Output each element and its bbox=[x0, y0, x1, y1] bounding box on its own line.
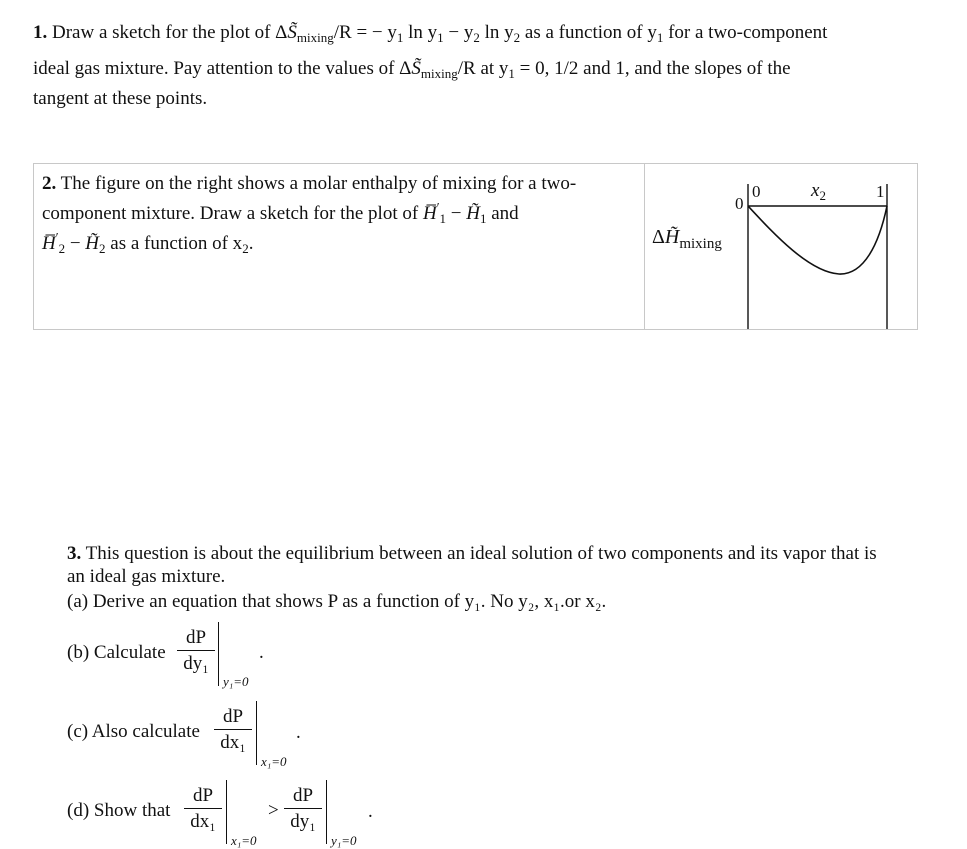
q3-part-d-label: (d) Show that bbox=[67, 800, 171, 821]
q1-entropy-symbol: S̃ bbox=[287, 22, 297, 43]
q3-part-c-fraction bbox=[214, 706, 252, 754]
q1-number: 1. bbox=[33, 22, 48, 43]
q3-part-d-left-fraction bbox=[184, 785, 222, 833]
q2-partial-molar-enthalpy: H̅ bbox=[422, 203, 437, 224]
q1-line2 bbox=[33, 57, 791, 81]
q1-text: /R = − y bbox=[333, 22, 397, 43]
q3-part-b-fraction bbox=[177, 627, 215, 675]
q1-sub: 2 bbox=[473, 30, 480, 45]
q2-molar-enthalpy: H̃ bbox=[466, 203, 480, 224]
q2-molar-enthalpy: H̃ bbox=[85, 233, 100, 254]
q1-sub: 2 bbox=[513, 30, 521, 45]
q2-line2 bbox=[42, 199, 519, 226]
q3-c-fraction-bar bbox=[214, 729, 252, 730]
q3-c-denominator: dx₁ bbox=[220, 732, 246, 753]
q1-line3: tangent at these points. bbox=[33, 88, 208, 109]
q2-text: component mixture. Draw a sketch for the plot of bbox=[42, 203, 423, 224]
q3-d-left-numerator: dP bbox=[192, 785, 214, 806]
q2-text: and bbox=[486, 203, 519, 224]
q1-sub: 1 bbox=[396, 30, 404, 45]
q3-part-d-right-fraction bbox=[284, 785, 322, 833]
q3-c-period: . bbox=[296, 722, 301, 743]
q1-text: − y bbox=[443, 22, 474, 43]
q1-entropy-symbol: S̃ bbox=[411, 58, 421, 79]
q2-partial-molar-enthalpy: H̅ bbox=[42, 233, 56, 254]
q2-figure-x: x bbox=[811, 180, 820, 201]
q1-text: as a function of y bbox=[520, 22, 657, 43]
q3-b-denominator: dy₁ bbox=[183, 653, 209, 674]
q1-text: ln y bbox=[479, 22, 514, 43]
q3-d-right-eval-sub: y₁=0 bbox=[331, 833, 357, 848]
q2-figure-h: H̃ bbox=[664, 226, 680, 248]
q2-text: − bbox=[65, 233, 86, 254]
q2-number: 2. bbox=[42, 173, 57, 194]
q2-sub: 2 bbox=[99, 241, 106, 256]
q3-number: 3. bbox=[67, 543, 82, 564]
q2-prime: ′ bbox=[55, 229, 59, 245]
q2-figure-x-sub: 2 bbox=[819, 188, 826, 203]
q3-text: This question is about the equilibrium between an ideal solution of two components and its vapor that is bbox=[85, 543, 877, 564]
q3-b-fraction-bar bbox=[177, 650, 215, 651]
q2-text-cell bbox=[34, 164, 885, 329]
q2-sub: 1 bbox=[439, 211, 447, 226]
q1-sub: 1 bbox=[508, 66, 515, 81]
q3-part-b-label: (b) Calculate bbox=[67, 642, 166, 663]
q2-line3 bbox=[42, 229, 254, 256]
q1-line1 bbox=[33, 21, 827, 45]
q3-d-left-fraction-bar bbox=[184, 808, 222, 809]
q3-d-left-denominator: dx₁ bbox=[190, 811, 216, 832]
q3-d-period: . bbox=[368, 801, 373, 822]
q3-intro-line1 bbox=[67, 542, 877, 566]
q1-text: ln y bbox=[403, 22, 438, 43]
q1-mixing-subscript: mixing bbox=[420, 66, 458, 81]
q2-figure-zero-y: 0 bbox=[735, 194, 744, 213]
q2-figure-curve bbox=[748, 206, 887, 274]
q3-d-right-numerator: dP bbox=[292, 785, 314, 806]
q2-sub: 2 bbox=[58, 241, 66, 256]
q1-text: Draw a sketch for the plot of Δ bbox=[52, 22, 288, 43]
q1-sub: 1 bbox=[656, 30, 664, 45]
q3-intro-line2: an ideal gas mixture. bbox=[67, 566, 226, 587]
q3-b-period: . bbox=[259, 642, 264, 663]
q2-enthalpy-mixing-plot bbox=[734, 184, 904, 329]
q3-c-numerator: dP bbox=[222, 706, 244, 727]
q3-d-right-denominator: dy₁ bbox=[290, 811, 316, 832]
q3-c-eval-sub: x₁=0 bbox=[261, 754, 287, 769]
q2-sub: 2 bbox=[242, 241, 249, 256]
q1-mixing-subscript: mixing bbox=[296, 30, 334, 45]
q2-text: . bbox=[248, 233, 254, 254]
q2-figure-mixing-sub: mixing bbox=[679, 236, 722, 252]
q3-b-numerator: dP bbox=[185, 627, 207, 648]
q3-b-eval-sub: y₁=0 bbox=[223, 674, 249, 689]
q3-d-right-eval-bar bbox=[326, 780, 327, 844]
q1-text: /R at y bbox=[457, 58, 509, 79]
q2-text: as a function of x bbox=[105, 233, 243, 254]
q3-d-greater-than: > bbox=[268, 800, 279, 821]
q2-text: − bbox=[446, 203, 467, 224]
q2-figure-delta: Δ bbox=[652, 226, 665, 248]
q2-text: The figure on the right shows a molar enthalpy of mixing for a two- bbox=[60, 173, 577, 194]
q1-text: for a two-component bbox=[663, 22, 828, 43]
q1-text: = 0, 1/2 and 1, and the slopes of the bbox=[514, 58, 791, 79]
q3-b-eval-bar bbox=[218, 622, 219, 686]
q2-table bbox=[33, 163, 918, 848]
q3-d-right-fraction-bar bbox=[284, 808, 322, 809]
q2-figure-zero-x: 0 bbox=[752, 182, 761, 201]
q2-prime: ′ bbox=[436, 199, 440, 215]
q2-line1 bbox=[42, 172, 576, 196]
q3-d-left-eval-bar bbox=[226, 780, 227, 844]
q2-sub: 1 bbox=[479, 211, 487, 226]
q1-text: ideal gas mixture. Pay attention to the values of Δ bbox=[33, 58, 412, 79]
q2-figure-ylabel bbox=[652, 226, 722, 252]
q1-sub: 1 bbox=[437, 30, 444, 45]
q2-figure-one-label: 1 bbox=[876, 182, 885, 201]
q3-part-c-label: (c) Also calculate bbox=[67, 721, 200, 742]
q3-d-left-eval-sub: x₁=0 bbox=[231, 833, 257, 848]
q3-c-eval-bar bbox=[256, 701, 257, 765]
q3-part-a: (a) Derive an equation that shows P as a function of y₁. No y₂, x₁.or x₂. bbox=[67, 591, 607, 612]
